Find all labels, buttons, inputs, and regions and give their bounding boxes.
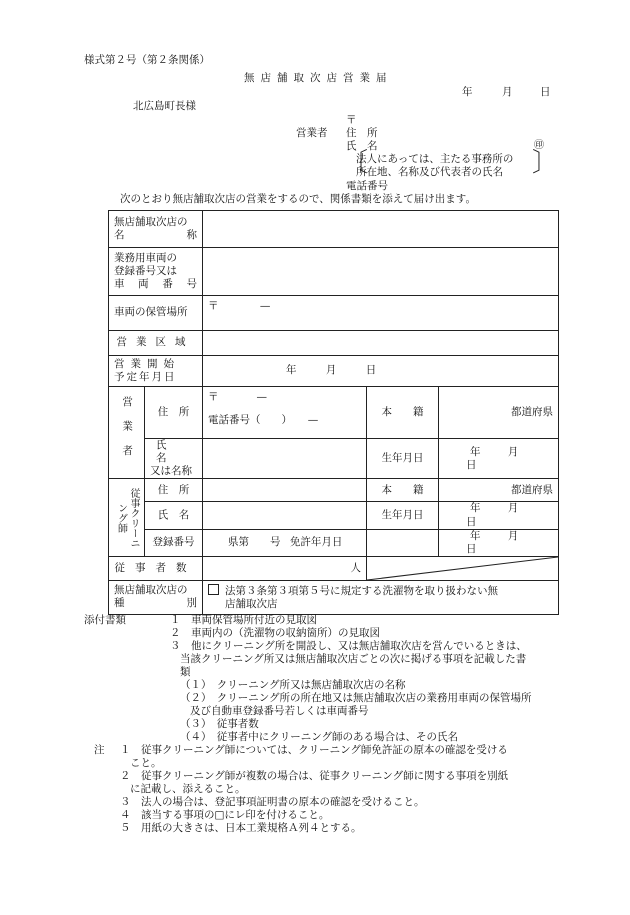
operator-name-field[interactable] [203,439,367,479]
registration-field[interactable]: 県第 号 免許年月日 [203,529,367,556]
attachment-item: （１） クリーニング所又は無店舗取次店の名称 [180,679,406,691]
bracket-left: 〔 [342,148,369,178]
operator-birth-field[interactable]: 年 月 日 [439,439,559,479]
storage-label: 車両の保管場所 [109,296,203,331]
store-name-label: 無店舗取次店の 名 称 [109,211,203,248]
seal-mark: ㊞ [534,140,544,151]
license-date-field[interactable]: 年 月 日 [439,529,559,556]
postal-mark: 〒 [346,114,357,126]
cleaner-birth-field[interactable]: 年 月 日 [439,502,559,529]
cleaner-honseki-label: 本 籍 [367,479,439,502]
row-start-date [109,356,559,387]
applicant-name-label: 氏 名 [346,140,378,152]
row-operator-name [109,439,559,479]
row-cleaner-address [109,479,559,502]
workers-field[interactable]: 人 [203,556,367,580]
note-item: ５ 用紙の大きさは、日本工業規格Ａ列４とする。 [120,822,362,834]
vehicle-number-label: 業務用車両の 登録番号又は 車 両 番 号 [109,248,203,296]
license-date-spacer [367,529,439,556]
operator-birth-label: 生年月日 [367,439,439,479]
phone-label: 電話番号 [346,180,388,192]
storage-field[interactable] [203,296,559,331]
addressee: 北広島町長様 [133,100,196,112]
attachment-item: 類 [180,666,191,678]
date-day: 日 [540,86,551,98]
row-cleaner-registration [109,529,559,556]
storage-dash: — [259,300,271,312]
attachment-item: （２） クリーニング所の所在地又は無店舗取次店の業務用車両の保管場所 [180,692,532,704]
attachments-label: 添付書類 [84,614,126,626]
store-name-field[interactable] [203,211,559,248]
diagonal-line [367,557,558,580]
store-type-label: 無店舗取次店の 種 別 [109,580,203,614]
corp-note-line1: 法人にあっては、主たる事務所の [356,153,514,165]
row-store-type [109,580,559,614]
intro-text: 次のとおり無店舗取次店の営業をするので、関係書類を添えて届け出ます。 [120,193,476,205]
workers-crossed-cell [367,556,559,580]
date-year: 年 [462,86,473,98]
cleaner-name-field[interactable] [203,502,367,529]
note-item: に記載し、添えること。 [130,783,246,795]
page-title: 無店舗取次店営業届 [244,72,393,84]
row-area [109,331,559,356]
operator-address-label: 住 所 [145,387,203,439]
date-month: 月 [502,86,513,98]
store-type-field: 法第３条第３項第５号に規定する洗濯物を取り扱わない無 店舗取次店 [203,580,559,614]
operator-name-label: 氏 名 又は名称 [145,439,203,479]
cleaner-address-label: 住 所 [145,479,203,502]
attachment-item: 及び自動車登録番号若しくは車両番号 [190,705,369,717]
note-item: ３ 法人の場合は、登記事項証明書の原本の確認を受けること。 [120,796,425,808]
notes-label: 注 [94,744,105,756]
applicant-address-label: 住 所 [346,127,378,139]
corp-note-line2: 所在地、名称及び代表者の氏名 [356,166,503,178]
note-item: １ 従事クリーニング師については、クリーニング師免許証の原本の確認を受ける [120,744,508,756]
attachment-item: （３） 従事者数 [180,718,259,730]
registration-label: 登録番号 [145,529,203,556]
row-storage [109,296,559,331]
attachment-item: １ 車両保管場所付近の見取図 [170,614,317,626]
vehicle-number-field[interactable] [203,248,559,296]
cleaner-name-label: 氏 名 [145,502,203,529]
store-type-checkbox[interactable] [208,584,219,595]
note-item: ２ 従事クリーニング師が複数の場合は、従事クリーニング師に関する事項を別紙 [120,770,509,782]
row-operator-address [109,387,559,439]
operator-vertical-label: 営業者 [109,387,145,479]
attachment-item: ３ 他にクリーニング所を開設し、又は無店舗取次店を営んでいるときは、 [170,640,527,652]
license-date-label: 免許年月日 [289,536,343,549]
bracket-right: 〕 [532,148,559,178]
cleaner-prefecture-field[interactable]: 都道府県 [439,479,559,502]
row-store-name [109,211,559,248]
cleaner-vertical-label: 従事クリーニング師 [109,479,145,557]
row-vehicle-number [109,248,559,296]
applicant-label: 営業者 [296,127,328,139]
attachment-item: 当該クリーニング所又は無店舗取次店ごとの次に掲げる事項を記載した書 [180,653,527,665]
start-date-field[interactable]: 年 月 日 [203,356,559,387]
operator-prefecture-field[interactable]: 都道府県 [439,387,559,439]
application-table [108,210,559,615]
start-date-label: 営業開始 予定年月日 [109,356,203,387]
operator-honseki-label: 本 籍 [367,387,439,439]
cleaner-address-field[interactable] [203,479,367,502]
note-item: ４ 該当する事項の□にレ印を付けること。 [120,809,330,821]
area-label: 営業区域 [109,331,203,356]
attachment-item: ２ 車両内の（洗濯物の収納箇所）の見取図 [170,627,380,639]
row-cleaner-name [109,502,559,529]
note-item: こと。 [130,757,162,769]
area-field[interactable] [203,331,559,356]
attachment-item: （４） 従事者中にクリーニング師のある場合は、その氏名 [180,731,459,743]
form-number: 様式第２号（第２条関係） [84,54,210,66]
workers-label: 従事者数 [109,556,203,580]
storage-postal: 〒 [208,300,219,312]
cleaner-birth-label: 生年月日 [367,502,439,529]
operator-address-field[interactable]: 〒 — 電話番号（ ） — [203,387,367,439]
row-workers [109,556,559,580]
